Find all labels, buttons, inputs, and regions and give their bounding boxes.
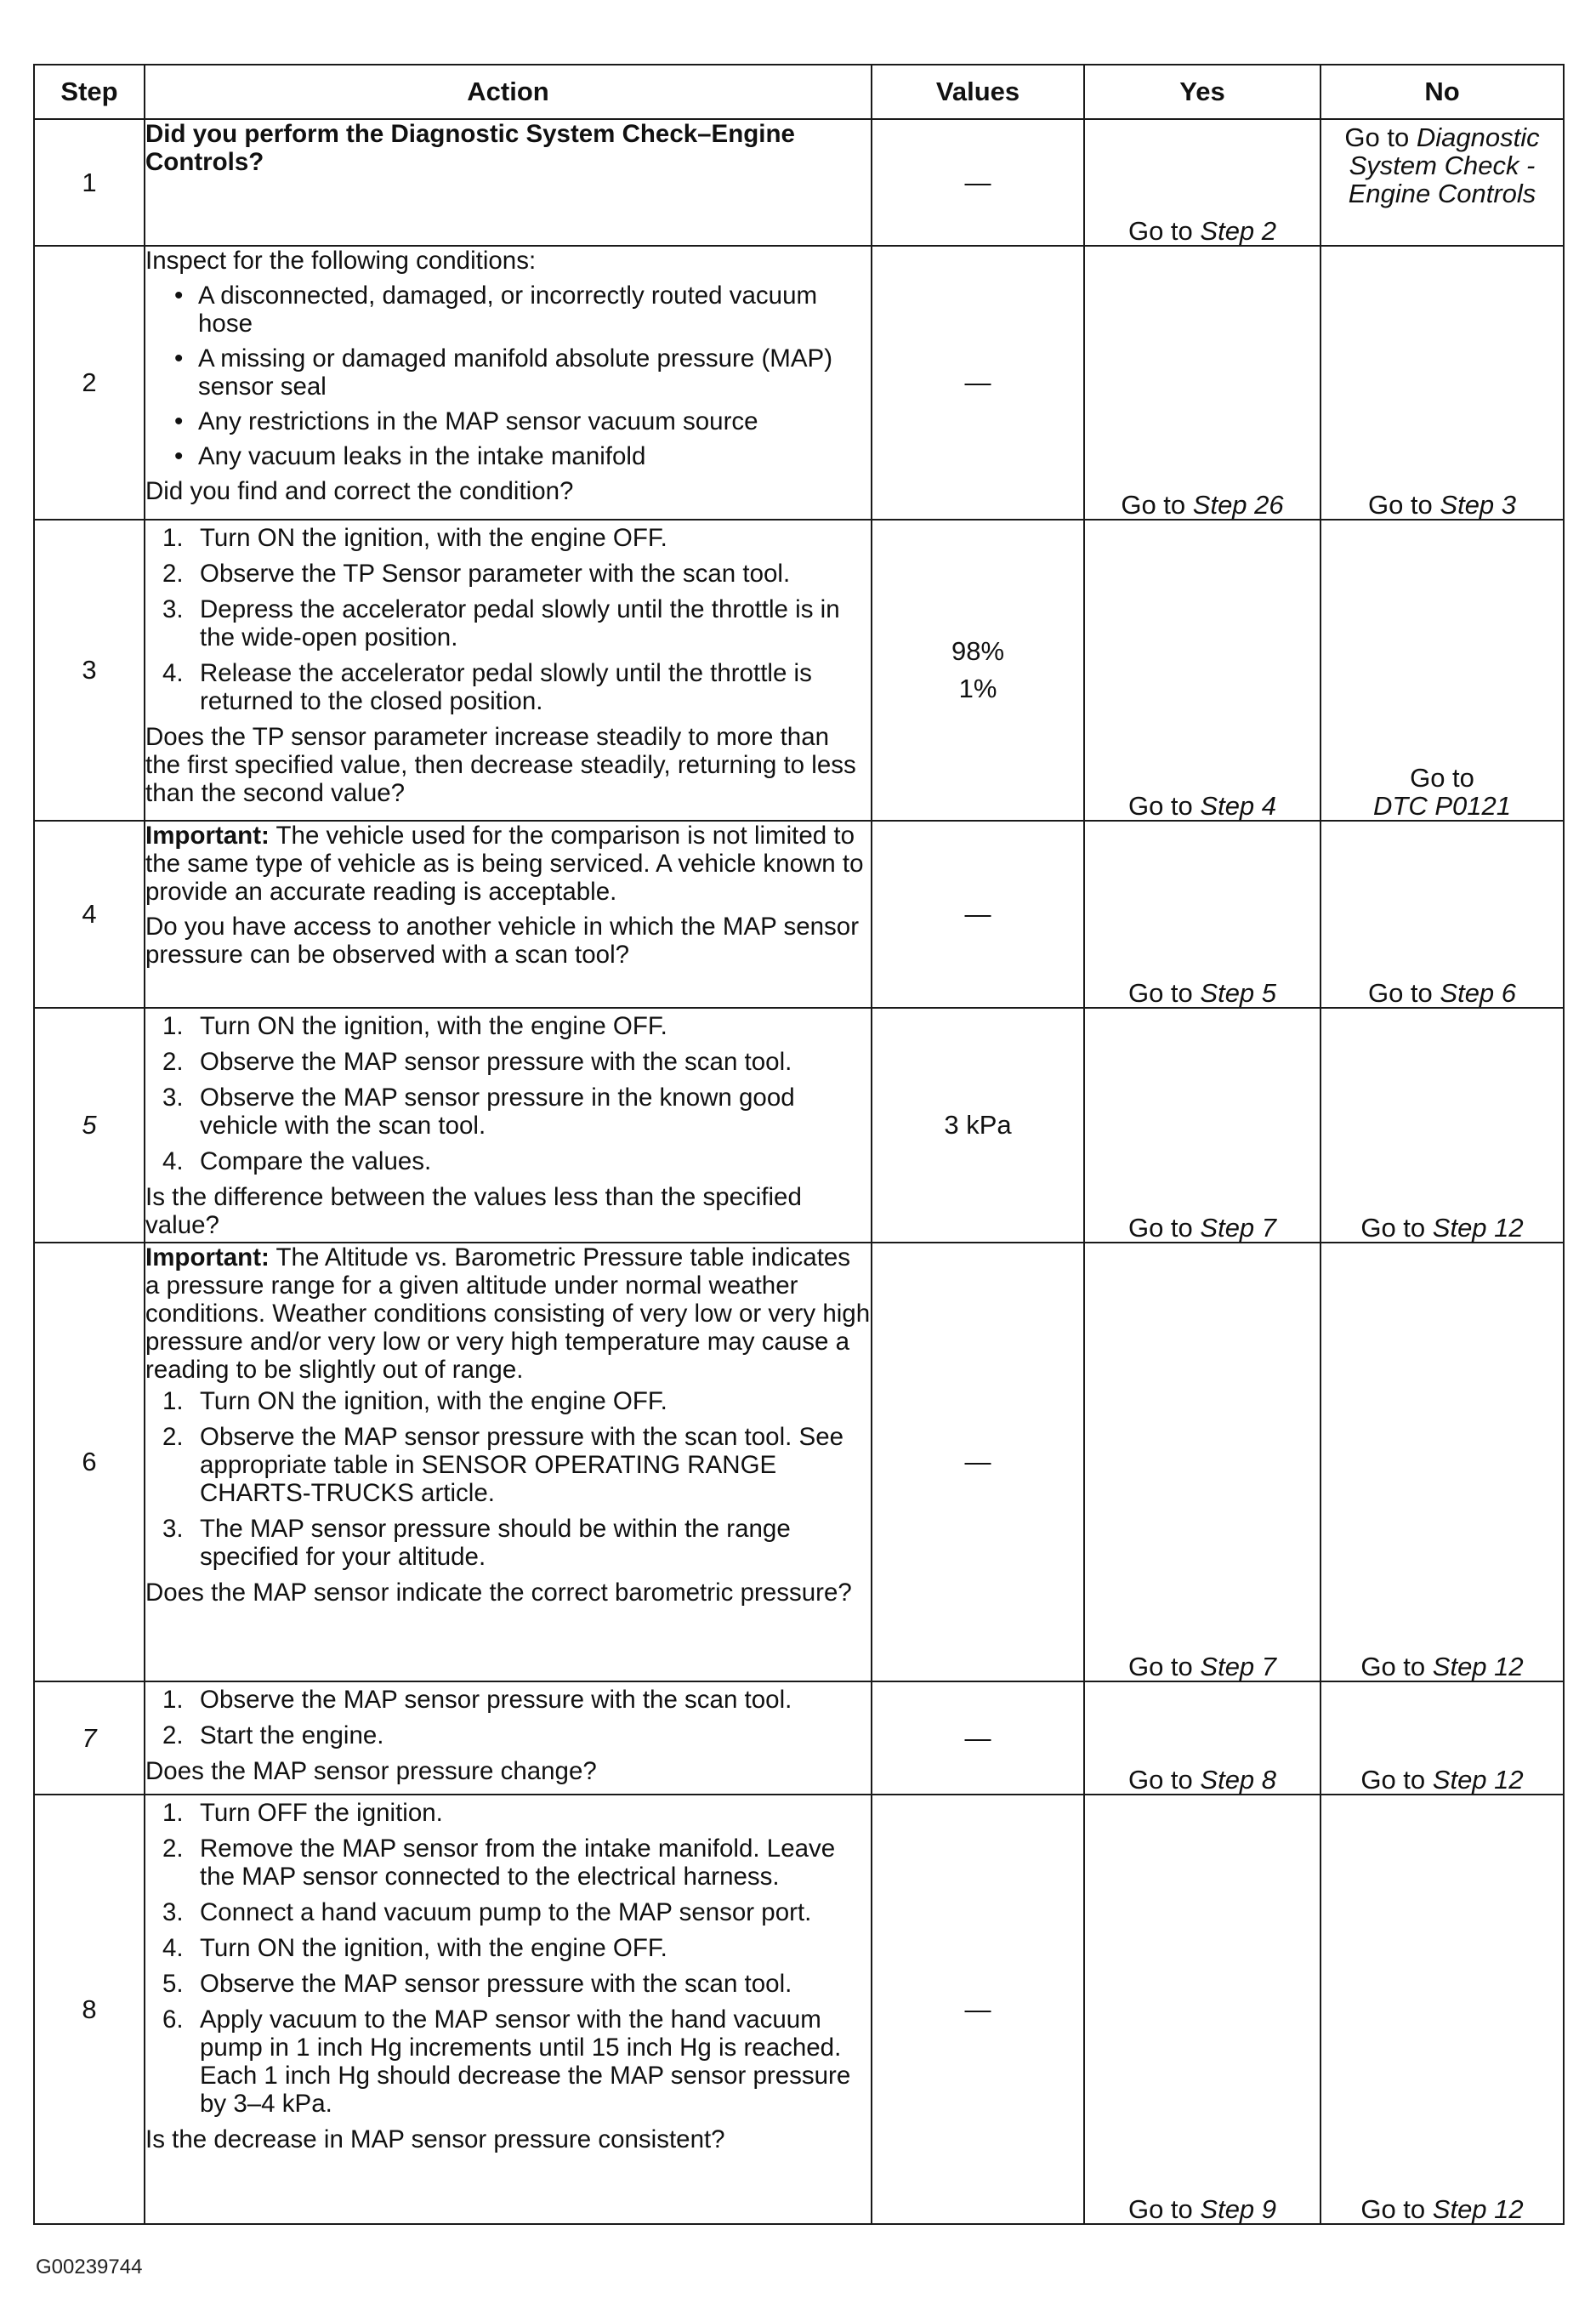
yes-cell bbox=[1084, 119, 1321, 246]
action-cell bbox=[145, 821, 872, 1008]
important-note bbox=[145, 822, 871, 906]
value-cell: — bbox=[872, 1681, 1084, 1795]
list-item: 2. Observe the MAP sensor pressure with the scan tool. See appropriate table in SENSOR OPERATING RANGE CHARTS-TRUCKS article. bbox=[162, 1423, 871, 1507]
list-item: 2. Start the engine. bbox=[162, 1721, 871, 1749]
action-question: Do you have access to another vehicle in which the MAP sensor pressure can be observed with a scan tool? bbox=[145, 913, 860, 969]
action-question: Is the decrease in MAP sensor pressure consistent? bbox=[145, 2125, 725, 2153]
table-row bbox=[34, 1681, 1564, 1795]
action-question: Is the difference between the values less than the specified value? bbox=[145, 1183, 802, 1239]
list-item: 3. The MAP sensor pressure should be within the range specified for your altitude. bbox=[162, 1515, 871, 1571]
step-number: 8 bbox=[34, 1795, 145, 2224]
yes-target: Step 2 bbox=[1200, 216, 1277, 246]
no-prefix: Go to bbox=[1360, 2194, 1426, 2224]
no-target: Step 6 bbox=[1440, 978, 1517, 1008]
action-cell bbox=[145, 1795, 872, 2224]
yes-prefix: Go to bbox=[1121, 490, 1186, 520]
no-target: Step 3 bbox=[1440, 490, 1517, 520]
step-number: 1 bbox=[34, 119, 145, 246]
yes-target: Step 8 bbox=[1200, 1765, 1277, 1795]
list-item: • Any vacuum leaks in the intake manifold bbox=[174, 442, 871, 470]
yes-target: Step 4 bbox=[1200, 791, 1277, 821]
yes-cell bbox=[1084, 1243, 1321, 1681]
yes-cell bbox=[1084, 246, 1321, 520]
list-item: 6. Apply vacuum to the MAP sensor with the hand vacuum pump in 1 inch Hg increments until 15 inch Hg is reached. Each 1 inch Hg should decrease the MAP sensor pressure by 3–4 kPa. bbox=[162, 2005, 871, 2118]
value-cell: — bbox=[872, 246, 1084, 520]
list-item: 2. Remove the MAP sensor from the intake manifold. Leave the MAP sensor connected to the electrical harness. bbox=[162, 1835, 871, 1891]
important-text: The Altitude vs. Barometric Pressure table indicates a pressure range for a given altitude under normal weather conditions. Weather conditions consisting of very low or very high pressure and/or very low or very high temperature may cause a reading to be slightly out of range. bbox=[145, 1243, 871, 1384]
action-cell bbox=[145, 246, 872, 520]
no-cell bbox=[1321, 1795, 1564, 2224]
header-action: Action bbox=[145, 65, 872, 119]
no-prefix: Go to bbox=[1344, 122, 1410, 152]
yes-target: Step 5 bbox=[1200, 978, 1277, 1008]
procedure-list bbox=[145, 1686, 871, 1749]
list-item: 5. Observe the MAP sensor pressure with the scan tool. bbox=[162, 1970, 871, 1998]
table-row bbox=[34, 246, 1564, 520]
yes-cell bbox=[1084, 1681, 1321, 1795]
action-question: Does the MAP sensor indicate the correct barometric pressure? bbox=[145, 1579, 852, 1607]
action-question: Does the MAP sensor pressure change? bbox=[145, 1757, 597, 1785]
action-cell bbox=[145, 1681, 872, 1795]
no-target: Step 12 bbox=[1432, 1213, 1524, 1243]
no-cell bbox=[1321, 520, 1564, 821]
no-cell bbox=[1321, 1243, 1564, 1681]
list-item: • A disconnected, damaged, or incorrectly routed vacuum hose bbox=[174, 282, 871, 338]
no-target: Step 12 bbox=[1432, 2194, 1524, 2224]
yes-target: Step 26 bbox=[1192, 490, 1284, 520]
list-item: 1. Turn OFF the ignition. bbox=[162, 1799, 871, 1827]
no-prefix: Go to bbox=[1360, 1213, 1426, 1243]
header-yes: Yes bbox=[1084, 65, 1321, 119]
yes-target: Step 7 bbox=[1200, 1213, 1277, 1243]
step-number: 4 bbox=[34, 821, 145, 1008]
no-target: DTC P0121 bbox=[1373, 791, 1511, 821]
no-prefix: Go to bbox=[1410, 763, 1474, 793]
yes-prefix: Go to bbox=[1127, 1652, 1193, 1681]
important-label: Important: bbox=[145, 1243, 270, 1271]
list-item: 3. Connect a hand vacuum pump to the MAP sensor port. bbox=[162, 1898, 871, 1926]
important-text: The vehicle used for the comparison is not limited to the same type of vehicle as is being serviced. A vehicle known to provide an accurate reading is acceptable. bbox=[145, 822, 864, 906]
value-cell: — bbox=[872, 119, 1084, 246]
no-target: Step 12 bbox=[1432, 1652, 1524, 1681]
step-number: 2 bbox=[34, 246, 145, 520]
table-row bbox=[34, 1795, 1564, 2224]
action-cell bbox=[145, 1008, 872, 1243]
list-item: 1. Observe the MAP sensor pressure with the scan tool. bbox=[162, 1686, 871, 1714]
no-target: Diagnostic System Check - Engine Controls bbox=[1348, 122, 1540, 208]
no-cell bbox=[1321, 1681, 1564, 1795]
list-item: 2. Observe the TP Sensor parameter with the scan tool. bbox=[162, 560, 871, 588]
list-item: 4. Turn ON the ignition, with the engine OFF. bbox=[162, 1934, 871, 1962]
action-question: Did you find and correct the condition? bbox=[145, 477, 574, 505]
value-min: 1% bbox=[958, 674, 997, 703]
table-row bbox=[34, 821, 1564, 1008]
value-cell bbox=[872, 520, 1084, 821]
step-number: 6 bbox=[34, 1243, 145, 1681]
condition-list bbox=[145, 282, 871, 470]
yes-prefix: Go to bbox=[1127, 1765, 1193, 1795]
table-row bbox=[34, 520, 1564, 821]
no-cell bbox=[1321, 1008, 1564, 1243]
header-no: No bbox=[1321, 65, 1564, 119]
no-prefix: Go to bbox=[1360, 1652, 1426, 1681]
no-prefix: Go to bbox=[1367, 978, 1433, 1008]
step-number: 5 bbox=[34, 1008, 145, 1243]
yes-prefix: Go to bbox=[1127, 791, 1193, 821]
table-row bbox=[34, 1243, 1564, 1681]
action-text: Did you perform the Diagnostic System Check–Engine Controls? bbox=[145, 120, 795, 176]
list-item: • A missing or damaged manifold absolute pressure (MAP) sensor seal bbox=[174, 344, 871, 401]
action-cell bbox=[145, 520, 872, 821]
diagnostic-table bbox=[33, 64, 1565, 2225]
table-row bbox=[34, 1008, 1564, 1243]
action-cell bbox=[145, 119, 872, 246]
value-cell: 3 kPa bbox=[872, 1008, 1084, 1243]
yes-cell bbox=[1084, 1795, 1321, 2224]
list-item: 3. Depress the accelerator pedal slowly until the throttle is in the wide-open position. bbox=[162, 595, 871, 651]
value-cell: — bbox=[872, 1795, 1084, 2224]
no-prefix: Go to bbox=[1360, 1765, 1426, 1795]
no-prefix: Go to bbox=[1367, 490, 1433, 520]
yes-cell bbox=[1084, 821, 1321, 1008]
yes-target: Step 7 bbox=[1200, 1652, 1277, 1681]
list-item: • Any restrictions in the MAP sensor vacuum source bbox=[174, 407, 871, 435]
yes-cell bbox=[1084, 1008, 1321, 1243]
procedure-list bbox=[145, 1799, 871, 2118]
yes-target: Step 9 bbox=[1200, 2194, 1277, 2224]
yes-prefix: Go to bbox=[1127, 978, 1193, 1008]
action-intro: Inspect for the following conditions: bbox=[145, 247, 537, 275]
yes-prefix: Go to bbox=[1127, 2194, 1193, 2224]
list-item: 2. Observe the MAP sensor pressure with the scan tool. bbox=[162, 1048, 871, 1076]
value-cell: — bbox=[872, 821, 1084, 1008]
list-item: 4. Compare the values. bbox=[162, 1147, 871, 1175]
list-item: 1. Turn ON the ignition, with the engine OFF. bbox=[162, 1012, 871, 1040]
value-max: 98% bbox=[951, 636, 1005, 666]
step-number: 7 bbox=[34, 1681, 145, 1795]
important-note bbox=[145, 1243, 871, 1384]
header-step: Step bbox=[34, 65, 145, 119]
no-cell bbox=[1321, 821, 1564, 1008]
table-row bbox=[34, 119, 1564, 246]
yes-cell bbox=[1084, 520, 1321, 821]
yes-prefix: Go to bbox=[1127, 216, 1193, 246]
procedure-list bbox=[145, 524, 871, 715]
important-label: Important: bbox=[145, 822, 270, 850]
list-item: 3. Observe the MAP sensor pressure in the known good vehicle with the scan tool. bbox=[162, 1084, 871, 1140]
step-number: 3 bbox=[34, 520, 145, 821]
procedure-list bbox=[145, 1387, 871, 1571]
no-cell bbox=[1321, 246, 1564, 520]
header-row bbox=[34, 65, 1564, 119]
list-item: 1. Turn ON the ignition, with the engine OFF. bbox=[162, 1387, 871, 1415]
no-target: Step 12 bbox=[1432, 1765, 1524, 1795]
yes-prefix: Go to bbox=[1127, 1213, 1193, 1243]
list-item: 4. Release the accelerator pedal slowly until the throttle is returned to the closed position. bbox=[162, 659, 871, 715]
value-cell: — bbox=[872, 1243, 1084, 1681]
procedure-list bbox=[145, 1012, 871, 1175]
action-cell bbox=[145, 1243, 872, 1681]
figure-id: G00239744 bbox=[36, 2256, 143, 2278]
action-question: Does the TP sensor parameter increase steadily to more than the first specified value, then decrease steadily, returning to less than the second value? bbox=[145, 723, 856, 807]
list-item: 1. Turn ON the ignition, with the engine OFF. bbox=[162, 524, 871, 552]
header-values: Values bbox=[872, 65, 1084, 119]
no-cell bbox=[1321, 119, 1564, 246]
